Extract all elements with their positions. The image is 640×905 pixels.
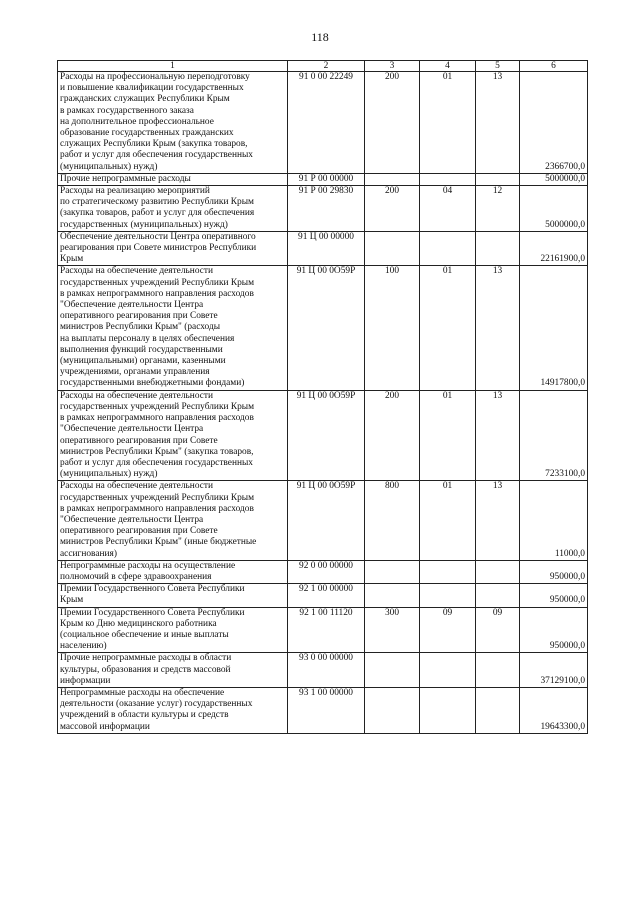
row-amount-cell-text: 950000,0 [549, 595, 585, 606]
row-code-cell-text: 91 Ц 00 0О59Р [296, 481, 356, 492]
row-code-cell-text: 92 1 00 00000 [299, 584, 353, 595]
row-section-cell-text: 09 [442, 607, 453, 618]
row-code-cell-text: 92 0 00 00000 [299, 560, 353, 571]
row-amount-cell [520, 186, 588, 232]
budget-table [57, 60, 588, 734]
row-amount-cell [520, 560, 588, 583]
row-type-cell [365, 390, 420, 481]
row-name-cell-text: Расходы на обеспечение деятельности государственных учреждений Республики Крым в рамках непрограммного направления расходов "Обеспечение деятельности Центра оперативного реагирования при Совете министров Республики Крым" (расходы на выплаты персоналу в целях обеспечения выполнения функций государственными (муниципальными) органами, казенными учреждениями, органами управления государственными внебюджетными фондами) [60, 266, 255, 389]
table-row [58, 560, 588, 583]
row-name-cell-text: Расходы на реализацию мероприятий по стратегическому развитию Республики Крым (закупка товаров, работ и услуг для обеспечения государственных (муниципальных) нужд) [60, 186, 255, 230]
header-cell-1: 1 [58, 61, 288, 72]
header-cell-5: 5 [476, 61, 520, 72]
row-code-cell [288, 390, 365, 481]
table-row [58, 173, 588, 185]
row-name-cell [58, 584, 288, 607]
row-subsection-cell [476, 560, 520, 583]
row-section-cell [420, 584, 476, 607]
row-code-cell [288, 186, 365, 232]
row-amount-cell-text: 7233100,0 [545, 469, 585, 480]
row-section-cell-text: 01 [442, 72, 453, 82]
row-name-cell [58, 173, 288, 185]
row-subsection-cell [476, 186, 520, 232]
row-amount-cell [520, 173, 588, 185]
row-amount-cell-text: 11000,0 [554, 548, 585, 559]
table-row [58, 653, 588, 688]
row-code-cell-text: 93 1 00 00000 [299, 687, 353, 698]
row-amount-cell [520, 584, 588, 607]
header-cell-2: 2 [288, 61, 365, 72]
row-type-cell-text: 200 [384, 72, 400, 82]
row-code-cell [288, 584, 365, 607]
row-section-cell [420, 72, 476, 174]
row-code-cell-text: 91 Ц 00 0О59Р [296, 390, 356, 401]
row-subsection-cell [476, 390, 520, 481]
row-name-cell [58, 186, 288, 232]
header-cell-3: 3 [365, 61, 420, 72]
row-type-cell [365, 72, 420, 174]
row-section-cell [420, 560, 476, 583]
table-row [58, 231, 588, 266]
row-section-cell [420, 687, 476, 733]
row-amount-cell-text: 2366700,0 [545, 161, 585, 172]
row-section-cell [420, 607, 476, 653]
row-amount-cell [520, 481, 588, 560]
table-row [58, 481, 588, 560]
row-subsection-cell [476, 687, 520, 733]
row-type-cell [365, 607, 420, 653]
row-amount-cell-text: 19643300,0 [540, 721, 585, 732]
table-row [58, 390, 588, 481]
row-subsection-cell [476, 653, 520, 688]
row-name-cell-text: Премии Государственного Совета Республики Крым ко Дню медицинского работника (социальное обеспечение и иные выплаты населению) [60, 607, 245, 652]
row-code-cell-text: 91 Ц 00 00000 [298, 231, 354, 242]
row-amount-cell-text: 5000000,0 [545, 219, 585, 230]
row-subsection-cell [476, 481, 520, 560]
row-section-cell [420, 653, 476, 688]
row-type-cell [365, 231, 420, 266]
table-row [58, 186, 588, 232]
row-amount-cell [520, 687, 588, 733]
row-amount-cell [520, 231, 588, 266]
row-amount-cell-text: 22161900,0 [540, 254, 585, 265]
row-name-cell [58, 72, 288, 174]
row-name-cell [58, 687, 288, 733]
row-amount-cell [520, 390, 588, 481]
row-section-cell-text: 01 [442, 266, 453, 277]
row-subsection-cell [476, 173, 520, 185]
header-cell-4: 4 [420, 61, 476, 72]
table-row [58, 72, 588, 174]
row-name-cell-text: Прочие непрограммные расходы [60, 173, 191, 184]
row-name-cell-text: Обеспечение деятельности Центра оперативного реагирования при Совете министров Республики Крым [60, 231, 257, 265]
row-name-cell-text: Непрограммные расходы на осуществление полномочий в сфере здравоохранения [60, 560, 236, 582]
row-code-cell [288, 72, 365, 174]
row-amount-cell [520, 607, 588, 653]
row-name-cell [58, 481, 288, 560]
row-section-cell [420, 186, 476, 232]
row-name-cell-text: Непрограммные расходы на обеспечение деятельности (оказание услуг) государственных учреждений в области культуры и средств массовой информации [60, 687, 253, 732]
row-type-cell [365, 173, 420, 185]
table-row [58, 266, 588, 390]
row-name-cell [58, 390, 288, 481]
row-code-cell [288, 687, 365, 733]
row-subsection-cell-text: 12 [492, 186, 503, 197]
row-code-cell-text: 91 0 00 22249 [299, 72, 353, 82]
row-name-cell-text: Расходы на профессиональную переподготовку и повышение квалификации государственных гражданских служащих Республики Крым в рамках государственного заказа на дополнительное профессиональное образование государственных гражданских служащих Республики Крым (закупка товаров, работ и услуг для обеспечения государственных (муниципальных) нужд) [60, 72, 253, 172]
row-type-cell [365, 266, 420, 390]
row-type-cell [365, 186, 420, 232]
row-subsection-cell-text: 09 [492, 607, 503, 618]
row-subsection-cell-text: 13 [492, 390, 503, 401]
row-code-cell-text: 91 Р 00 00000 [298, 173, 354, 184]
row-type-cell [365, 687, 420, 733]
header-row [58, 61, 588, 72]
page-number: 118 [311, 30, 329, 44]
row-type-cell [365, 584, 420, 607]
row-code-cell [288, 481, 365, 560]
row-subsection-cell [476, 607, 520, 653]
row-section-cell [420, 173, 476, 185]
row-name-cell-text: Расходы на обеспечение деятельности государственных учреждений Республики Крым в рамках непрограммного направления расходов "Обеспечение деятельности Центра оперативного реагирования при Совете министров Республики Крым" (закупка товаров, работ и услуг для обеспечения государственных (муниципальных) нужд) [60, 390, 255, 480]
row-section-cell [420, 481, 476, 560]
header-cell-6: 6 [520, 61, 588, 72]
row-subsection-cell [476, 231, 520, 266]
row-name-cell [58, 560, 288, 583]
row-code-cell [288, 231, 365, 266]
row-amount-cell-text: 950000,0 [549, 641, 585, 652]
row-section-cell-text: 01 [442, 481, 453, 492]
row-name-cell [58, 266, 288, 390]
budget-table-body [58, 61, 588, 734]
row-amount-cell [520, 266, 588, 390]
row-amount-cell [520, 72, 588, 174]
row-subsection-cell [476, 584, 520, 607]
row-subsection-cell-text: 13 [492, 72, 503, 82]
row-section-cell [420, 390, 476, 481]
row-type-cell [365, 481, 420, 560]
row-type-cell [365, 560, 420, 583]
row-amount-cell-text: 37129100,0 [540, 675, 585, 686]
table-row [58, 687, 588, 733]
row-code-cell [288, 173, 365, 185]
row-name-cell [58, 231, 288, 266]
table-row [58, 607, 588, 653]
table-row [58, 584, 588, 607]
row-section-cell [420, 231, 476, 266]
row-section-cell-text: 01 [442, 390, 453, 401]
row-subsection-cell-text: 13 [492, 481, 503, 492]
row-name-cell-text: Премии Государственного Совета Республики Крым [60, 584, 245, 606]
row-code-cell-text: 93 0 00 00000 [299, 653, 353, 664]
row-name-cell-text: Прочие непрограммные расходы в области культуры, образования и средств массовой информации [60, 653, 232, 686]
row-name-cell [58, 653, 288, 688]
row-name-cell [58, 607, 288, 653]
row-code-cell-text: 91 Р 00 29830 [298, 186, 354, 197]
row-code-cell-text: 91 Ц 00 0О59Р [296, 266, 356, 277]
row-amount-cell-text: 5000000,0 [545, 173, 585, 184]
row-type-cell-text: 100 [384, 266, 400, 277]
row-type-cell [365, 653, 420, 688]
row-code-cell [288, 653, 365, 688]
row-name-cell-text: Расходы на обеспечение деятельности государственных учреждений Республики Крым в рамках непрограммного направления расходов "Обеспечение деятельности Центра оперативного реагирования при Совете министров Республики Крым" (иные бюджетные ассигнования) [60, 481, 257, 559]
row-section-cell [420, 266, 476, 390]
row-type-cell-text: 200 [384, 390, 400, 401]
row-code-cell [288, 607, 365, 653]
row-amount-cell [520, 653, 588, 688]
row-subsection-cell [476, 266, 520, 390]
row-amount-cell-text: 14917800,0 [540, 378, 585, 389]
row-subsection-cell-text: 13 [492, 266, 503, 277]
row-section-cell-text: 04 [442, 186, 453, 197]
row-subsection-cell [476, 72, 520, 174]
row-code-cell [288, 560, 365, 583]
row-code-cell-text: 92 1 00 11120 [299, 607, 353, 618]
row-type-cell-text: 300 [384, 607, 400, 618]
row-amount-cell-text: 950000,0 [549, 571, 585, 582]
row-type-cell-text: 800 [384, 481, 400, 492]
row-code-cell [288, 266, 365, 390]
row-type-cell-text: 200 [384, 186, 400, 197]
